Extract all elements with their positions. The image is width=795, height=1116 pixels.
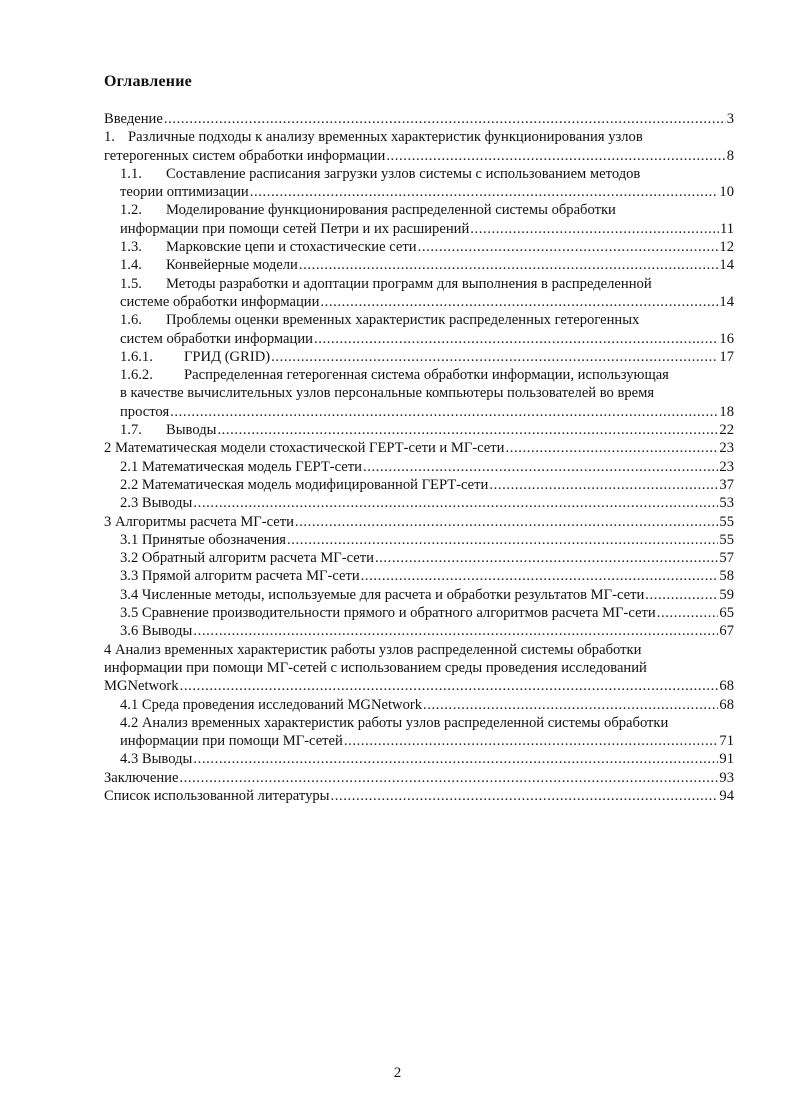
toc-entry-title-wrap	[120, 494, 192, 512]
dot-leader	[330, 787, 718, 805]
toc-entry	[104, 714, 734, 751]
toc-entry	[104, 458, 734, 476]
dot-leader	[657, 604, 719, 622]
toc-entry-page: 58	[719, 568, 734, 585]
toc-entry-leader-line	[120, 549, 734, 567]
toc-entry-title-wrap	[120, 183, 249, 201]
toc-entry-page: 16	[719, 330, 734, 347]
toc-entry	[104, 366, 734, 421]
toc-entry-title-first: 4.2 Анализ временных характеристик работы узлов распределенной системы обработки	[120, 714, 669, 731]
toc-entry	[104, 549, 734, 567]
toc-entry-leader-line	[120, 604, 734, 622]
toc-entry-leader-line	[120, 531, 734, 549]
toc-entry-page: 68	[719, 678, 734, 695]
toc-entry	[104, 622, 734, 640]
toc-entry-title: Выводы	[166, 422, 217, 439]
toc-entry-number: 1.7.	[120, 422, 142, 439]
dot-leader	[287, 531, 718, 549]
toc-entry-title-line	[120, 165, 734, 183]
toc-entry-page: 23	[719, 458, 734, 475]
toc-entry-title-wrap	[120, 220, 469, 238]
toc-entry-title: 4.3 Выводы	[120, 751, 193, 768]
toc-entry-title-first: Методы разработки и адоптации программ для выполнения в распределенной	[166, 275, 652, 292]
toc-entry	[104, 311, 734, 348]
toc-entry-title-wrap	[120, 421, 216, 439]
toc-entry-title-wrap	[120, 531, 286, 549]
toc-entry	[104, 421, 734, 439]
toc-entry-number: 1.5.	[120, 275, 142, 292]
toc-entry-leader-line	[104, 110, 734, 128]
toc-entry-page: 22	[719, 422, 734, 439]
toc-entry-title-wrap	[120, 238, 417, 256]
toc-entry	[104, 275, 734, 312]
toc-entry-title-wrap	[104, 787, 329, 805]
dot-leader	[363, 458, 718, 476]
toc-entry-title-first: Проблемы оценки временных характеристик распределенных гетерогенных	[166, 312, 640, 329]
toc-entry-number: 1.	[104, 129, 115, 146]
toc-entry-title: 2.3 Выводы	[120, 495, 193, 512]
dot-leader	[193, 622, 718, 640]
toc-entry-number: 1.6.1.	[120, 348, 153, 365]
toc-entry	[104, 165, 734, 202]
toc-entry-page: 37	[719, 476, 734, 493]
dot-leader	[470, 220, 719, 238]
toc-entry-page: 53	[719, 495, 734, 512]
toc-entry-number: 1.2.	[120, 202, 142, 219]
toc-entry-title-wrap	[104, 147, 385, 165]
toc-entry-page: 55	[719, 513, 734, 530]
toc-entry-title-line	[104, 128, 734, 146]
toc-entry-title-wrap	[120, 622, 192, 640]
toc-entry-title: Конвейерные модели	[166, 257, 298, 274]
toc-entry-leader-line	[104, 787, 734, 805]
toc-entry-title-wrap	[104, 439, 504, 457]
toc-entry-title: MGNetwork	[104, 678, 179, 695]
dot-leader	[299, 256, 719, 274]
dot-leader	[386, 147, 725, 165]
toc-entry-title: 3.1 Принятые обозначения	[120, 531, 287, 548]
toc-entry-leader-line	[120, 696, 734, 714]
toc-entry	[104, 787, 734, 805]
toc-entry-title: Введение	[104, 111, 163, 127]
toc-entry-page: 3	[726, 111, 734, 127]
toc-entry-title: теории оптимизации	[120, 184, 249, 201]
dot-leader	[489, 476, 718, 494]
table-of-contents	[104, 110, 734, 805]
toc-entry-leader-line	[120, 476, 734, 494]
toc-entry-page: 17	[719, 348, 734, 365]
toc-entry-title: 2 Математическая модели стохастической ГЕРТ-сети и МГ-сети	[104, 440, 505, 457]
dot-leader	[505, 439, 718, 457]
dot-leader	[179, 769, 718, 787]
toc-entry	[104, 494, 734, 512]
toc-entry-leader-line	[120, 494, 734, 512]
toc-entry-title-first: Моделирование функционирования распределенной системы обработки	[166, 202, 616, 219]
toc-entry-title: ГРИД (GRID)	[184, 348, 271, 365]
toc-entry	[104, 531, 734, 549]
toc-entry-title: 2.1 Математическая модель ГЕРТ-сети	[120, 458, 362, 475]
dot-leader	[250, 183, 719, 201]
toc-entry-title-wrap	[120, 403, 169, 421]
toc-entry	[104, 348, 734, 366]
toc-entry-title-middle: информации при помощи МГ-сетей с использованием среды проведения исследований	[104, 659, 647, 676]
toc-entry	[104, 110, 734, 128]
toc-entry-leader-line	[120, 256, 734, 274]
toc-entry-title-wrap	[104, 110, 163, 128]
toc-entry-title-first: Различные подходы к анализу временных характеристик функционирования узлов	[128, 129, 643, 146]
dot-leader	[217, 421, 718, 439]
toc-entry-page: 10	[719, 184, 734, 201]
toc-entry	[104, 586, 734, 604]
dot-leader	[314, 330, 718, 348]
dot-leader	[645, 586, 718, 604]
toc-entry-title-wrap	[120, 750, 192, 768]
toc-entry-title: системе обработки информации	[120, 293, 320, 310]
toc-entry-leader-line	[120, 238, 734, 256]
toc-entry-title: 4.1 Среда проведения исследований MGNetwork	[120, 696, 423, 713]
toc-entry	[104, 604, 734, 622]
dot-leader	[193, 750, 718, 768]
toc-entry-page: 59	[719, 586, 734, 603]
toc-entry-title-wrap	[120, 732, 343, 750]
toc-entry-leader-line	[120, 567, 734, 585]
toc-entry	[104, 476, 734, 494]
toc-entry-page: 11	[719, 220, 734, 237]
toc-entry-leader-line	[120, 421, 734, 439]
toc-entry-title-line	[120, 366, 734, 384]
toc-entry-page: 14	[719, 257, 734, 274]
toc-entry-title-line	[120, 311, 734, 329]
toc-entry-leader-line	[120, 330, 734, 348]
toc-entry-page: 55	[719, 531, 734, 548]
toc-entry-title-wrap	[104, 513, 294, 531]
toc-entry-page: 94	[719, 787, 734, 804]
dot-leader	[295, 513, 718, 531]
toc-entry-title-line	[104, 641, 734, 659]
toc-entry	[104, 201, 734, 238]
toc-entry-title-wrap	[120, 476, 488, 494]
toc-entry-page: 68	[719, 696, 734, 713]
toc-entry-title: простоя	[120, 403, 170, 420]
toc-entry-leader-line	[104, 513, 734, 531]
toc-heading: Оглавление	[104, 73, 192, 90]
toc-entry-leader-line	[120, 458, 734, 476]
toc-entry-leader-line	[120, 183, 734, 201]
toc-entry-title: 3.5 Сравнение производительности прямого и обратного алгоритмов расчета МГ-сети	[120, 605, 656, 622]
toc-entry-page: 23	[719, 440, 734, 457]
toc-entry	[104, 769, 734, 787]
toc-entry-page: 8	[726, 147, 734, 164]
toc-entry-leader-line	[120, 403, 734, 421]
dot-leader	[180, 677, 719, 695]
dot-leader	[418, 238, 719, 256]
toc-entry-title-wrap	[120, 604, 656, 622]
toc-entry-title: 3.3 Прямой алгоритм расчета МГ-сети	[120, 568, 360, 585]
dot-leader	[320, 293, 718, 311]
toc-entry-title: Список использованной литературы	[104, 787, 330, 804]
toc-entry-title-wrap	[120, 348, 270, 366]
toc-entry	[104, 238, 734, 256]
toc-entry-leader-line	[120, 586, 734, 604]
toc-entry-title: 3 Алгоритмы расчета МГ-сети	[104, 513, 294, 530]
toc-entry	[104, 750, 734, 768]
toc-entry-title-wrap	[120, 293, 319, 311]
toc-entry	[104, 128, 734, 165]
toc-entry-leader-line	[120, 220, 734, 238]
toc-entry-title-line	[120, 714, 734, 732]
toc-entry-number: 1.6.2.	[120, 367, 153, 384]
toc-entry-leader-line	[120, 750, 734, 768]
toc-entry-title-first: Распределенная гетерогенная система обработки информации, использующая	[184, 367, 669, 384]
toc-entry-title-wrap	[104, 677, 179, 695]
toc-entry-title-line	[120, 275, 734, 293]
dot-leader	[271, 348, 718, 366]
toc-entry-title: Марковские цепи и стохастические сети	[166, 239, 417, 256]
toc-entry-title-wrap	[120, 549, 374, 567]
toc-entry-title-wrap	[120, 567, 360, 585]
toc-entry-page: 14	[719, 293, 734, 310]
toc-entry-page: 18	[719, 403, 734, 420]
toc-entry	[104, 439, 734, 457]
toc-entry-number: 1.4.	[120, 257, 142, 274]
dot-leader	[375, 549, 718, 567]
page-number: 2	[393, 1065, 402, 1081]
toc-entry-title: 3.4 Численные методы, используемые для расчета и обработки результатов МГ-сети	[120, 586, 645, 603]
toc-entry-title-line	[120, 201, 734, 219]
toc-entry-page: 12	[719, 239, 734, 256]
dot-leader	[423, 696, 718, 714]
toc-entry-page: 71	[719, 733, 734, 750]
toc-entry-leader-line	[104, 677, 734, 695]
toc-entry-leader-line	[120, 348, 734, 366]
toc-entry-leader-line	[104, 439, 734, 457]
toc-entry-number: 1.3.	[120, 239, 142, 256]
toc-entry-title: 2.2 Математическая модель модифицированной ГЕРТ-сети	[120, 476, 489, 493]
toc-entry-title: информации при помощи МГ-сетей	[120, 733, 343, 750]
toc-entry-title-middle: в качестве вычислительных узлов персональные компьютеры пользователей во время	[120, 385, 655, 402]
toc-entry-leader-line	[104, 147, 734, 165]
toc-entry-title: систем обработки информации	[120, 330, 313, 347]
dot-leader	[193, 494, 718, 512]
toc-entry	[104, 256, 734, 274]
toc-entry	[104, 696, 734, 714]
toc-entry-page: 91	[719, 751, 734, 768]
toc-entry-title-wrap	[120, 256, 298, 274]
toc-entry-leader-line	[120, 293, 734, 311]
toc-entry-page: 57	[719, 550, 734, 567]
toc-entry-title: информации при помощи сетей Петри и их расширений	[120, 220, 470, 237]
dot-leader	[344, 732, 719, 750]
toc-entry-number: 1.6.	[120, 312, 142, 329]
toc-entry-title: 3.2 Обратный алгоритм расчета МГ-сети	[120, 550, 374, 567]
toc-entry-title: 3.6 Выводы	[120, 623, 193, 640]
toc-entry-title-wrap	[120, 696, 422, 714]
toc-entry-title-wrap	[120, 586, 644, 604]
toc-entry-title: Заключение	[104, 769, 179, 786]
toc-entry-page: 93	[719, 769, 734, 786]
dot-leader	[164, 110, 726, 128]
toc-entry-title-first: Составление расписания загрузки узлов системы с использованием методов	[166, 165, 641, 182]
toc-entry	[104, 641, 734, 696]
toc-entry-title-wrap	[120, 330, 313, 348]
toc-entry-leader-line	[104, 769, 734, 787]
toc-entry-leader-line	[120, 732, 734, 750]
toc-entry-title-wrap	[104, 769, 178, 787]
toc-entry-page: 65	[719, 605, 734, 622]
toc-entry-title-wrap	[120, 458, 362, 476]
toc-entry	[104, 513, 734, 531]
toc-entry-title-first: 4 Анализ временных характеристик работы узлов распределенной системы обработки	[104, 641, 642, 658]
toc-entry-page: 67	[719, 623, 734, 640]
toc-entry-title: гетерогенных систем обработки информации	[104, 147, 386, 164]
dot-leader	[170, 403, 718, 421]
toc-entry-leader-line	[120, 622, 734, 640]
toc-entry-number: 1.1.	[120, 165, 142, 182]
dot-leader	[361, 567, 719, 585]
toc-entry	[104, 567, 734, 585]
